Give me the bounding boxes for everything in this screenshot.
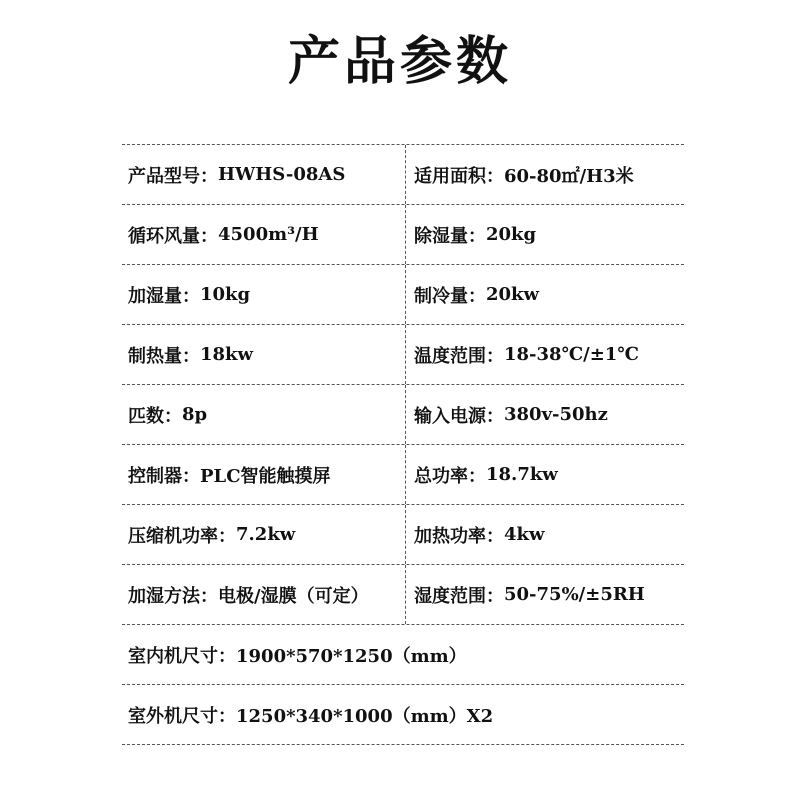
spec-value: 4kw [504, 524, 545, 545]
spec-table [122, 144, 684, 745]
spec-label: 加湿方法： [128, 585, 218, 607]
spec-cell-humidify [122, 265, 406, 324]
spec-cell-cooling [406, 265, 684, 324]
page-title: 产品参数 [287, 32, 512, 92]
spec-row [122, 565, 684, 625]
spec-label: 压缩机功率： [128, 525, 236, 547]
spec-label: 加热功率： [414, 525, 504, 547]
spec-cell-controller [122, 445, 406, 504]
spec-label: 总功率： [414, 465, 486, 487]
spec-label: 湿度范围： [414, 585, 504, 607]
spec-label: 控制器： [128, 465, 200, 487]
spec-cell-power-input [406, 385, 684, 444]
spec-row [122, 205, 684, 265]
spec-label: 室内机尺寸： [128, 645, 236, 667]
spec-label: 加湿量： [128, 285, 200, 307]
spec-value: PLC智能触摸屏 [200, 465, 331, 487]
spec-label: 循环风量： [128, 225, 218, 247]
spec-value: 1250*340*1000（mm）X2 [236, 705, 494, 727]
spec-value: 18-38℃/±1℃ [504, 344, 639, 365]
spec-cell-outdoor-size [122, 685, 684, 744]
spec-value: HWHS-08AS [218, 164, 346, 185]
spec-cell-airflow [122, 205, 406, 264]
spec-cell-heating [122, 325, 406, 384]
spec-label: 适用面积： [414, 165, 504, 187]
spec-value: 60-80㎡/H3米 [504, 165, 634, 187]
spec-cell-compressor-power [122, 505, 406, 564]
spec-cell-model [122, 145, 406, 204]
spec-cell-indoor-size [122, 625, 684, 684]
spec-value: 18kw [200, 344, 254, 365]
spec-value: 18.7kw [486, 464, 558, 485]
spec-row [122, 145, 684, 205]
spec-value: 50-75%/±5RH [504, 584, 645, 605]
spec-value: 20kw [486, 284, 540, 305]
spec-row-full [122, 625, 684, 685]
spec-row [122, 265, 684, 325]
spec-label: 制冷量： [414, 285, 486, 307]
spec-label: 制热量： [128, 345, 200, 367]
spec-label: 输入电源： [414, 405, 504, 427]
spec-value: 7.2kw [236, 524, 296, 545]
spec-cell-dehumidify [406, 205, 684, 264]
spec-value: 1900*570*1250（mm） [236, 645, 467, 667]
spec-row [122, 505, 684, 565]
spec-cell-heater-power [406, 505, 684, 564]
spec-label: 匹数： [128, 405, 182, 427]
spec-row-full [122, 685, 684, 745]
spec-cell-horsepower [122, 385, 406, 444]
spec-label: 产品型号： [128, 165, 218, 187]
spec-label: 温度范围： [414, 345, 504, 367]
spec-cell-total-power [406, 445, 684, 504]
spec-cell-humidity-range [406, 565, 684, 624]
spec-row [122, 445, 684, 505]
spec-cell-area [406, 145, 684, 204]
spec-row [122, 325, 684, 385]
spec-label: 除湿量： [414, 225, 486, 247]
spec-value: 8p [182, 404, 208, 425]
spec-cell-humidify-method [122, 565, 406, 624]
spec-value: 4500m³/H [218, 224, 319, 245]
spec-value: 20kg [486, 224, 537, 245]
spec-value: 电极/湿膜（可定） [218, 585, 369, 607]
spec-value: 10kg [200, 284, 251, 305]
spec-row [122, 385, 684, 445]
spec-value: 380v-50hz [504, 404, 608, 425]
spec-cell-temp-range [406, 325, 684, 384]
spec-label: 室外机尺寸： [128, 705, 236, 727]
